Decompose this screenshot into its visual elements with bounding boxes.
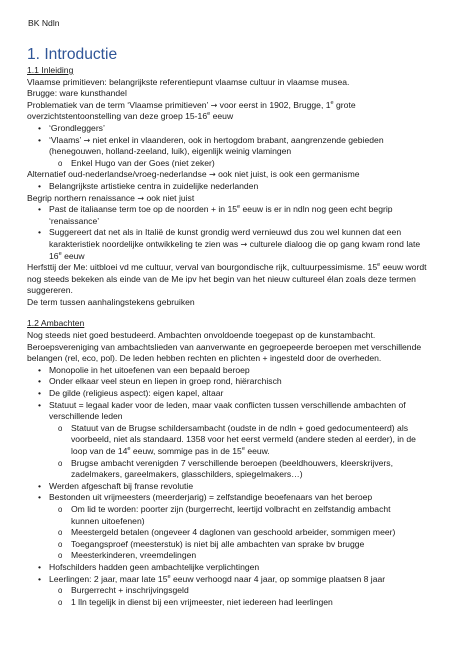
circle-bullet-icon: o	[58, 539, 63, 549]
paragraph-line: De term tussen aanhalingstekens gebruiken	[27, 296, 195, 307]
paragraph-line: Begrip northern renaissance → ook niet juist	[27, 192, 195, 203]
paragraph-line: Beroepsvereniging van ambachtslieden van aanverwante en gegroepeerde beroepen met verschillende	[27, 341, 422, 352]
arrow-icon: →	[83, 135, 91, 145]
page-header: BK Ndln	[28, 18, 60, 28]
bullet-item: • De gilde (religieus aspect): eigen kapel, altaar	[38, 388, 224, 399]
bullet-item: • Suggereert dat net als in Italië de kunst grondig werd vernieuwd dus zou wel kunnen dat een	[38, 227, 402, 238]
paragraph-line: belangen (rel, eco, pol). De leden hebben rechten en plichten + ingesteld door de overheden.	[27, 353, 382, 364]
bullet-item-continuation: verschillende leden	[49, 411, 123, 422]
bullet-item: • ‘Grondleggers’	[38, 122, 105, 133]
paragraph-line: Problematiek van de term ‘Vlaamse primitieven’ → voor eerst in 1902, Brugge, 1e grote	[27, 99, 356, 110]
bullet-icon: •	[38, 180, 42, 191]
bullet-icon: •	[38, 573, 42, 584]
circle-bullet-icon: o	[58, 528, 63, 538]
sub-bullet-item-continuation: loop van de 14e eeuw, sommige pas in de 15e eeuw.	[71, 446, 270, 456]
paragraph-line: Herfsttij der Me: uitbloei vd me cultuur, verval van bourgondische rijk, cultuurpessimisme. 15e eeuw wordt	[27, 262, 427, 273]
bullet-item: • Past de italiaanse term toe op de noorden + in 15e eeuw is er in ndln nog geen echt begrip	[38, 204, 393, 215]
sub-bullet-item-continuation: kunnen uitoefenen)	[71, 515, 145, 526]
circle-bullet-icon: o	[58, 458, 63, 468]
paragraph-line: nog steeds bekeken als einde van de Me ipv het begin van het nieuw cultureel élan zoals deze termen	[27, 273, 416, 284]
bullet-item-continuation: karakteristiek noordelijke ontwikkeling te zien was → culturele dialoog die op gang kwam rond late	[49, 238, 421, 249]
paragraph-line: suggereren.	[27, 285, 73, 296]
bullet-icon: •	[38, 480, 42, 491]
arrow-icon: →	[209, 170, 216, 180]
bullet-item: • Werden afgeschaft bij franse revolutie	[38, 480, 194, 491]
bullet-icon: •	[38, 134, 42, 145]
paragraph-line: Brugge: ware kunsthandel	[27, 88, 127, 99]
bullet-icon: •	[38, 376, 42, 387]
bullet-item: • Monopolie in het uitoefenen van een bepaald beroep	[38, 364, 250, 375]
bullet-item: • Statuut = legaal kader voor de leden, maar vaak conflicten tussen verschillende ambachten of	[38, 399, 406, 410]
bullet-item: • Belangrijkste artistieke centra in zuidelijke nederlanden	[38, 180, 259, 191]
bullet-icon: •	[38, 204, 42, 215]
circle-bullet-icon: o	[58, 423, 63, 433]
paragraph-line: Nog steeds niet goed bestudeerd. Ambachten onvoldoende toegepast op de kunstambacht.	[27, 330, 376, 341]
sub-bullet-item: o Meesterkinderen, vreemdelingen	[58, 550, 197, 561]
sub-bullet-item-continuation: zadelmakers, gareelmakers, glasschilders, spiegelmakers…)	[71, 469, 303, 480]
bullet-icon: •	[38, 561, 42, 572]
bullet-item-continuation: (henegouwen, holland-zeeland, luik), eigenlijk weinig vlamingen	[49, 146, 292, 157]
arrow-icon: →	[240, 239, 248, 249]
bullet-icon: •	[38, 364, 42, 375]
sub-bullet-item: o Burgerrecht + inschrijvingsgeld	[58, 585, 189, 596]
sub-bullet-item: o 1 lln tegelijk in dienst bij een vrijmeester, niet iedereen had leerlingen	[58, 596, 333, 607]
bullet-icon: •	[38, 227, 42, 238]
paragraph-line: overzichtstentoonstelling van deze groep 15-16e eeuw	[27, 111, 234, 122]
bullet-item: • ‘Vlaams’ → niet enkel in vlaanderen, ook in hertogdom brabant, aangrenzende gebieden	[38, 134, 384, 145]
sub-bullet-item: o Meestergeld betalen (ongeveer 4 daglonen van geschoold arbeider, sommigen meer)	[58, 527, 396, 538]
section-heading-inleiding: 1.1 Inleiding	[27, 65, 74, 75]
bullet-item: • Bestonden uit vrijmeesters (meerderjarig) = zelfstandige beoefenaars van het beroep	[38, 492, 373, 503]
sub-bullet-item: o Toegangsproef (meesterstuk) is niet bij alle ambachten van sprake bv brugge	[58, 538, 365, 549]
sub-bullet-item-continuation: voorbeeld, niet als standaard. 1358 voor het eerst vermeld (andere steden al eerder), in de	[71, 434, 416, 445]
arrow-icon: →	[137, 193, 145, 203]
bullet-item: • Hofschilders hadden geen ambachtelijke verplichtingen	[38, 561, 260, 572]
sub-bullet-item: o Statuut van de Brugse schildersambacht (oudste in de ndln + goed gedocumenteerd) als	[58, 422, 409, 433]
bullet-item: • Onder elkaar veel steun en liepen in groep rond, hiërarchisch	[38, 376, 282, 387]
paragraph-line: Vlaamse primitieven: belangrijkste referentiepunt vlaamse cultuur in vlaamse musea.	[27, 76, 350, 87]
bullet-item-continuation: 16e eeuw	[49, 250, 85, 261]
sub-bullet-item: o Enkel Hugo van der Goes (niet zeker)	[58, 157, 215, 168]
section-heading-ambachten: 1.2 Ambachten	[27, 318, 85, 329]
circle-bullet-icon: o	[58, 597, 63, 607]
sub-bullet-item: o Brugse ambacht verenigden 7 verschillende beroepen (beeldhouwers, kleerskrijvers,	[58, 457, 393, 468]
circle-bullet-icon: o	[58, 551, 63, 561]
bullet-icon: •	[38, 399, 42, 410]
paragraph-line: Alternatief oud-nederlandse/vroeg-nederlandse → ook niet juist, is ook een germanisme	[27, 169, 360, 180]
chapter-title: 1. Introductie	[27, 46, 118, 63]
arrow-icon: →	[210, 100, 218, 110]
sub-bullet-item: o Om lid te worden: poorter zijn (burgerrecht, leertijd volbracht en zelfstandig ambacht	[58, 503, 391, 514]
bullet-icon: •	[38, 122, 42, 133]
bullet-item-continuation: ‘renaissance’	[49, 215, 100, 226]
circle-bullet-icon: o	[58, 158, 63, 168]
circle-bullet-icon: o	[58, 504, 63, 514]
bullet-icon: •	[38, 492, 42, 503]
bullet-icon: •	[38, 388, 42, 399]
bullet-item: • Leerlingen: 2 jaar, maar late 15e eeuw verhoogd naar 4 jaar, op sommige plaatsen 8 jaar	[38, 573, 386, 584]
circle-bullet-icon: o	[58, 586, 63, 596]
